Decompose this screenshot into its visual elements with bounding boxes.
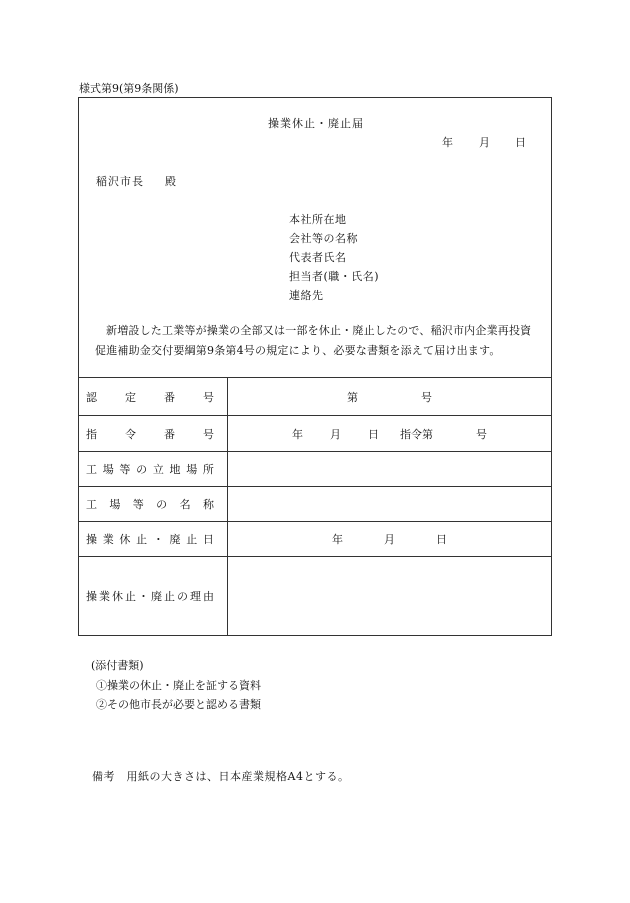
site-location-value[interactable] — [228, 452, 552, 487]
sender-head-office: 本社所在地 — [289, 213, 347, 226]
label-char: 業 — [102, 533, 114, 546]
label-char: 操 — [86, 533, 97, 546]
table-row — [79, 487, 552, 522]
attachment-item: ①操業の休止・廃止を証する資料 — [96, 679, 261, 692]
notification-body: 新増設した工業等が操業の全部又は一部を休止・廃止したので、稲沢市内企業再投資促進補助金交付要綱第9条第4号の規定により、必要な書類を添えて届け出ます。 — [95, 324, 532, 357]
spread-label — [86, 496, 214, 512]
label-char: 廃 — [169, 533, 181, 546]
form-frame — [78, 97, 552, 636]
document-title: 操業休止・廃止届 — [268, 117, 364, 130]
table-row — [79, 452, 552, 487]
label-char: 理 — [190, 590, 201, 603]
label-char: 場 — [186, 463, 198, 476]
label-char: 令 — [125, 427, 136, 441]
suspension-reason-label — [79, 557, 228, 636]
label-char: 名 — [179, 498, 191, 511]
suspension-day: 日 — [436, 533, 447, 546]
suspension-date-label — [79, 522, 228, 557]
attachment-item: ②その他市長が必要と認める書類 — [96, 698, 261, 711]
date-day: 日 — [515, 136, 526, 149]
sender-representative: 代表者氏名 — [289, 251, 347, 264]
facility-name-label — [79, 487, 228, 522]
label-char: ・ — [138, 590, 149, 603]
date-month: 月 — [479, 136, 490, 149]
label-char: 廃 — [151, 590, 162, 603]
site-location-label — [79, 452, 228, 487]
label-char: 号 — [203, 427, 214, 441]
directive-year: 年 — [292, 427, 303, 441]
cert-no-suffix: 号 — [421, 390, 432, 404]
label-char: の — [177, 590, 188, 603]
label-char: 休 — [119, 533, 131, 546]
remarks-note: 備考 用紙の大きさは、日本産業規格A4とする。 — [92, 770, 350, 783]
label-char: 日 — [202, 533, 214, 546]
label-char: 定 — [125, 390, 136, 404]
suspension-date-value[interactable] — [228, 522, 552, 557]
facility-name-value[interactable] — [228, 487, 552, 522]
label-char: 由 — [203, 590, 214, 603]
directive-suffix: 号 — [476, 427, 487, 441]
label-char: 号 — [203, 390, 214, 404]
cert-no-prefix: 第 — [347, 390, 358, 404]
label-char: 止 — [186, 533, 198, 546]
sender-contact-person: 担当者(職・氏名) — [289, 270, 380, 283]
label-char: 場 — [102, 463, 114, 476]
label-char: 立 — [152, 463, 164, 476]
suspension-month: 月 — [384, 533, 395, 546]
directive-day: 日 — [368, 427, 379, 441]
details-table — [78, 377, 552, 636]
label-char: 操 — [86, 590, 97, 603]
sender-company-name: 会社等の名称 — [289, 232, 358, 245]
label-char: 業 — [99, 590, 110, 603]
label-char: 工 — [86, 498, 97, 511]
attachments-title: (添付書類) — [91, 659, 144, 672]
directive-number-label — [79, 416, 228, 452]
label-char: 指 — [86, 427, 97, 441]
suspension-year: 年 — [332, 533, 343, 546]
directive-number-value[interactable] — [228, 416, 552, 452]
table-row — [79, 522, 552, 557]
spread-label — [86, 426, 214, 442]
label-char: 等 — [119, 463, 131, 476]
label-char: ・ — [152, 533, 164, 546]
cert-number-label — [79, 378, 228, 416]
addressee-honorific: 殿 — [165, 175, 176, 188]
label-char: 番 — [164, 390, 175, 404]
spread-label — [86, 531, 214, 547]
table-row — [79, 557, 552, 636]
label-char: 工 — [86, 463, 97, 476]
table-row — [79, 416, 552, 452]
label-char: の — [136, 463, 148, 476]
directive-prefix: 指令第 — [400, 427, 433, 441]
label-char: 所 — [202, 463, 214, 476]
label-char: 称 — [202, 498, 214, 511]
sender-contact-info: 連絡先 — [289, 289, 324, 302]
date-year: 年 — [442, 136, 453, 149]
directive-month: 月 — [330, 427, 341, 441]
label-char: 止 — [125, 590, 136, 603]
suspension-reason-value[interactable] — [228, 557, 552, 636]
label-char: 場 — [109, 498, 121, 511]
label-char: の — [156, 498, 168, 511]
label-char: 認 — [86, 390, 97, 404]
addressee: 稲沢市長 — [96, 175, 144, 188]
label-char: 等 — [132, 498, 144, 511]
spread-label — [86, 461, 214, 477]
label-char: 止 — [136, 533, 148, 546]
label-char: 止 — [164, 590, 175, 603]
spread-label — [86, 389, 214, 405]
form-number-label: 様式第9(第9条関係) — [79, 82, 179, 95]
label-char: 休 — [112, 590, 123, 603]
cert-number-value[interactable] — [228, 378, 552, 416]
table-row — [79, 378, 552, 416]
label-char: 地 — [169, 463, 181, 476]
label-char: 番 — [164, 427, 175, 441]
spread-label — [86, 588, 214, 604]
